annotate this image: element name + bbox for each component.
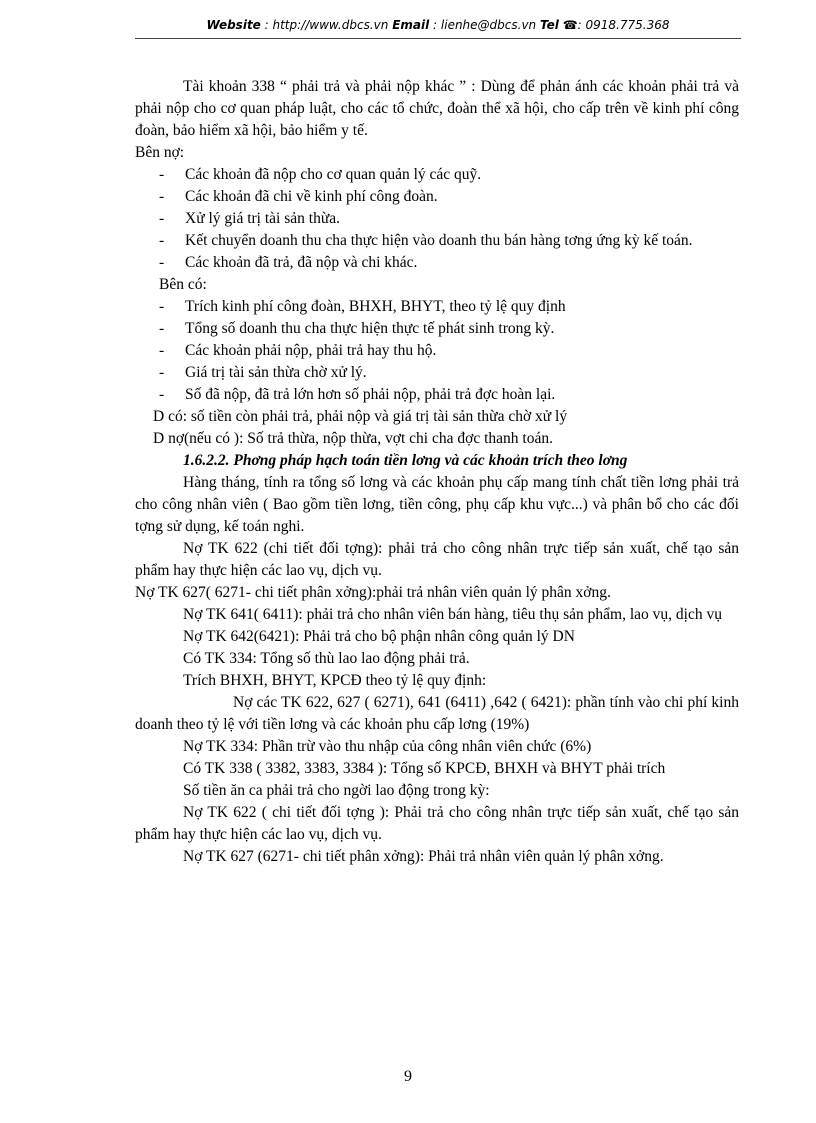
list-item: - Kết chuyển doanh thu cha thực hiện vào doanh thu bán hàng tơng ứng kỳ kế toán. [159,232,693,249]
paragraph-no-tk642: Nợ TK 642(6421): Phải trả cho bộ phận nhân công quản lý DN [183,628,575,645]
paragraph-trich: Trích BHXH, BHYT, KPCĐ theo tỷ lệ quy định: [183,672,487,689]
paragraph-no-tk627: Nợ TK 627( 6271- chi tiết phân xởng):phải trả nhân viên quản lý phân xởng. [135,584,611,601]
paragraph-co-tk334: Có TK 334: Tổng số thù lao lao động phải trả. [183,650,470,667]
paragraph-an-ca: Số tiền ăn ca phải trả cho ngời lao động trong kỳ: [183,782,490,799]
email-label: Email [392,18,430,32]
list-item: - Giá trị tài sản thừa chờ xử lý. [159,364,367,381]
list-item: - Tổng số doanh thu cha thực hiện thực tế phát sinh trong kỳ. [159,320,555,337]
tel-value: : 0918.775.368 [577,18,670,32]
phone-icon: ☎ [562,18,578,32]
list-item: - Trích kinh phí công đoàn, BHXH, BHYT, theo tỷ lệ quy định [159,298,566,315]
list-item: - Các khoản phải nộp, phải trả hay thu hộ. [159,342,437,359]
paragraph-no-tk627-an-ca: Nợ TK 627 (6271- chi tiết phân xởng): Phải trả nhân viên quản lý phân xởng. [183,848,664,865]
paragraph-tk338: Tài khoản 338 “ phải trả và phải nộp khác ” : Dùng để phản ánh các khoản phải trả và phải nộp cho cơ quan pháp luật, cho các tổ chức, đoàn thể xã hội, cho cấp trên về kinh phí công đoàn, bảo hiểm xã hội, bảo hiểm y tế. [135,78,739,139]
paragraph-no-tk622: Nợ TK 622 (chi tiết đối tợng): phải trả cho công nhân trực tiếp sản xuất, chế tạo sản phẩm hay thực hiện các lao vụ, dịch vụ. [135,540,739,579]
du-co-line: D có: số tiền còn phải trả, phải nộp và giá trị tài sản thừa chờ xử lý [153,408,568,425]
du-no-line: D nợ(nếu có ): Số trả thừa, nộp thừa, vợt chi cha đợc thanh toán. [153,430,553,447]
website-label: Website [206,18,261,32]
paragraph-no-tk334: Nợ TK 334: Phần trừ vào thu nhập của công nhân viên chức (6%) [183,738,592,755]
ben-co-label: Bên có: [159,276,207,293]
ben-no-label: Bên nợ: [135,144,185,161]
tel-label: Tel [539,18,559,32]
paragraph-no-tk641: Nợ TK 641( 6411): phải trả cho nhân viên bán hàng, tiêu thụ sản phẩm, lao vụ, dịch vụ [183,606,722,623]
list-item: - Các khoản đã trả, đã nộp và chi khác. [159,254,418,271]
paragraph-monthly: Hàng tháng, tính ra tổng số lơng và các khoản phụ cấp mang tính chất tiền lơng phải trả cho công nhân viên ( Bao gồm tiền lơng, tiền công, phụ cấp khu vực...) và phân bổ cho các đối tợng sử dụng, kế toán nghi. [135,474,739,535]
paragraph-co-tk338: Có TK 338 ( 3382, 3383, 3384 ): Tổng số KPCĐ, BHXH và BHYT phải trích [183,760,666,777]
page-header [135,18,741,36]
section-heading: 1.6.2.2. Phơng pháp hạch toán tiền lơng và các khoản trích theo lơng [183,452,628,469]
list-item: - Số đã nộp, đã trả lớn hơn số phải nộp, phải trả đợc hoàn lại. [159,386,556,403]
list-item: - Các khoản đã chi về kinh phí công đoàn. [159,188,438,205]
paragraph-no-cac-tk: Nợ các TK 622, 627 ( 6271), 641 (6411) ,642 ( 6421): phần tính vào chi phí kinh doanh theo tỷ lệ với tiền lơng và các khoản phu cấp lơng (19%) [135,694,739,733]
page-number: 9 [404,1068,412,1085]
paragraph-no-tk622-an-ca: Nợ TK 622 ( chi tiết đối tợng ): Phải trả cho công nhân trực tiếp sản xuất, chế tạo sản phẩm hay thực hiện các lao vụ, dịch vụ. [135,804,739,843]
email-value: : lienhe@dbcs.vn [433,18,537,32]
header-rule [135,38,741,39]
list-item: - Các khoản đã nộp cho cơ quan quản lý các quỹ. [159,166,482,183]
document-body [135,76,739,868]
website-value: : http://www.dbcs.vn [264,18,389,32]
list-item: - Xử lý giá trị tài sản thừa. [159,210,340,227]
